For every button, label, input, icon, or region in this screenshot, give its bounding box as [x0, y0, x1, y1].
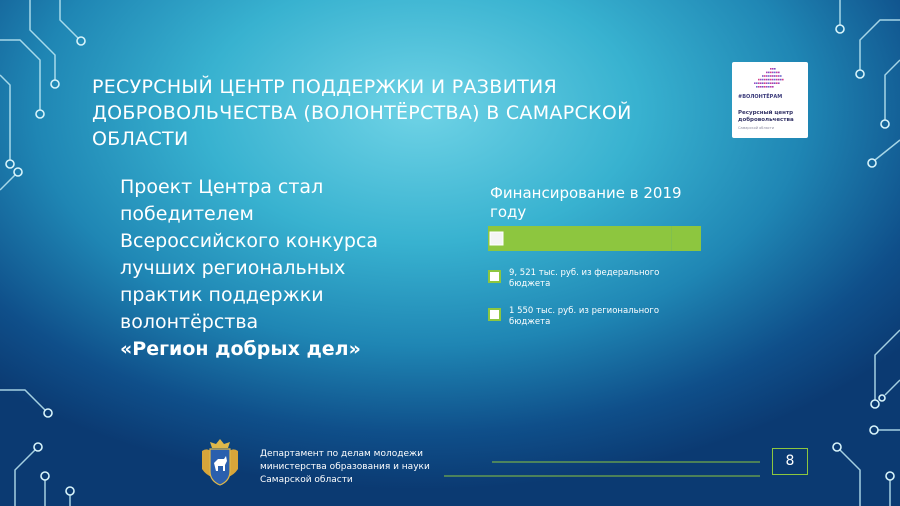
legend-label: 9, 521 тыс. руб. из федерального бюджета	[509, 268, 660, 289]
main-text-line: волонтёрства	[120, 311, 259, 333]
footer-line: министерства образования и науки	[260, 462, 430, 472]
bar-marker	[490, 232, 503, 245]
logo-hashtag: #ВОЛОНТЁРАМ	[738, 94, 783, 100]
chart	[488, 226, 701, 251]
logo-subcaption: Самарской области	[738, 126, 775, 130]
main-text-line: победителем	[120, 203, 254, 225]
footer-organization	[260, 448, 460, 487]
bar-segment-0	[488, 226, 671, 251]
main-text-line: Всероссийского конкурса	[120, 230, 379, 252]
contest-name: «Регион добрых дел»	[120, 338, 361, 360]
legend-swatch	[488, 270, 501, 283]
footer-line: Департамент по делам молодежи	[260, 449, 423, 459]
bar-segment-1	[671, 226, 701, 251]
main-text	[120, 174, 420, 363]
slide-title: РЕСУРСНЫЙ ЦЕНТР ПОДДЕРЖКИ И РАЗВИТИЯ ДОБРОВОЛЬЧЕСТВА (ВОЛОНТЁРСТВА) В САМАРСКОЙ ОБЛАСТИ	[92, 76, 632, 150]
logo	[732, 62, 808, 138]
chart-title: Финансирование в 2019 году	[490, 184, 682, 221]
logo-caption: Ресурсный центр добровольчества	[738, 110, 794, 123]
samara-emblem-icon	[198, 437, 242, 487]
legend-swatch	[488, 308, 501, 321]
legend-label: 1 550 тыс. руб. из регионального бюджета	[509, 306, 660, 327]
main-text-line: лучших региональных	[120, 257, 346, 279]
main-text-line: практик поддержки	[120, 284, 324, 306]
main-text-line: Проект Центра стал	[120, 176, 324, 198]
footer-line: Самарской области	[260, 475, 353, 485]
page-number: 8	[772, 448, 808, 475]
